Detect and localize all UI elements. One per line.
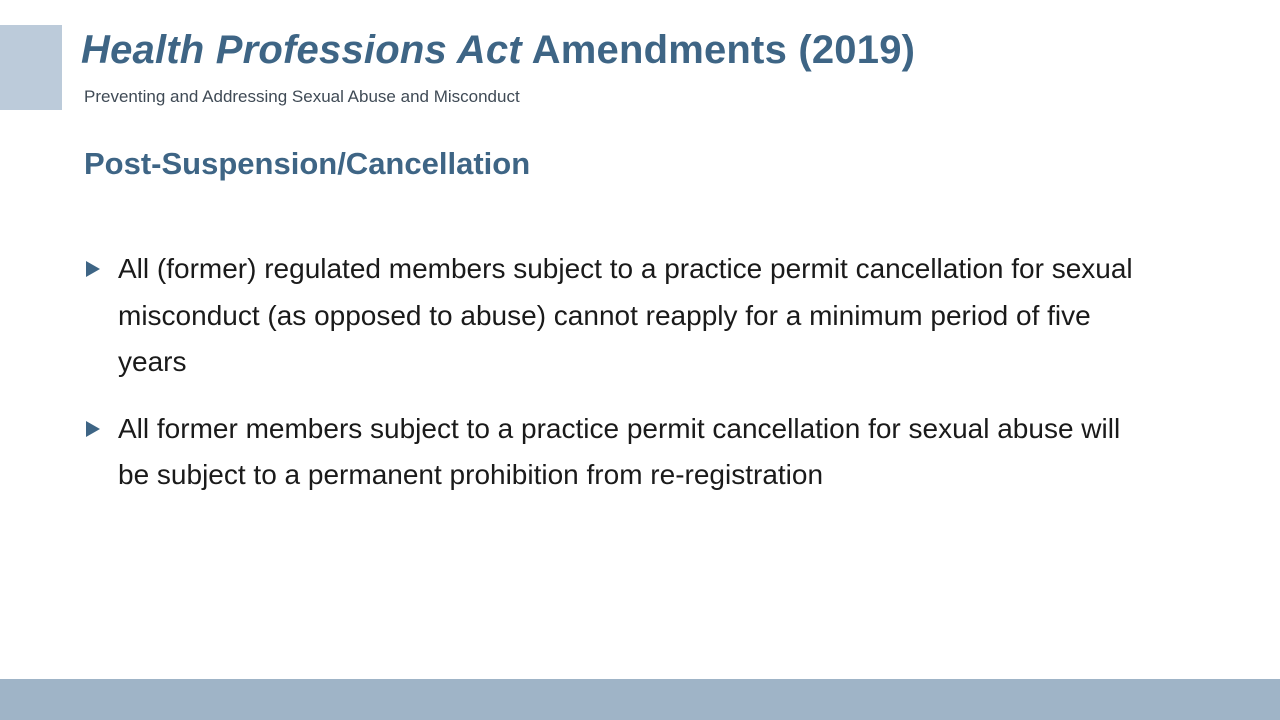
bullet-text: All former members subject to a practice permit cancellation for sexual abuse will be subject to a permanent prohibition from re-registration xyxy=(118,412,1121,490)
bullet-item xyxy=(84,246,1144,386)
triangle-right-icon xyxy=(86,421,100,437)
section-heading: Post-Suspension/Cancellation xyxy=(84,146,531,181)
bullet-text: All (former) regulated members subject to a practice permit cancellation for sexual misconduct (as opposed to abuse) cannot reapply for a minimum period of five years xyxy=(118,253,1133,377)
bullet-list xyxy=(84,246,1144,519)
slide-subtitle: Preventing and Addressing Sexual Abuse and Misconduct xyxy=(84,87,520,106)
footer-bar xyxy=(0,679,1280,720)
slide-title-rest: Amendments (2019) xyxy=(521,28,916,72)
corner-accent-block xyxy=(0,25,62,110)
triangle-right-icon xyxy=(86,261,100,277)
slide-title xyxy=(81,28,915,73)
bullet-item xyxy=(84,406,1144,499)
slide-title-italic: Health Professions Act xyxy=(81,28,522,72)
